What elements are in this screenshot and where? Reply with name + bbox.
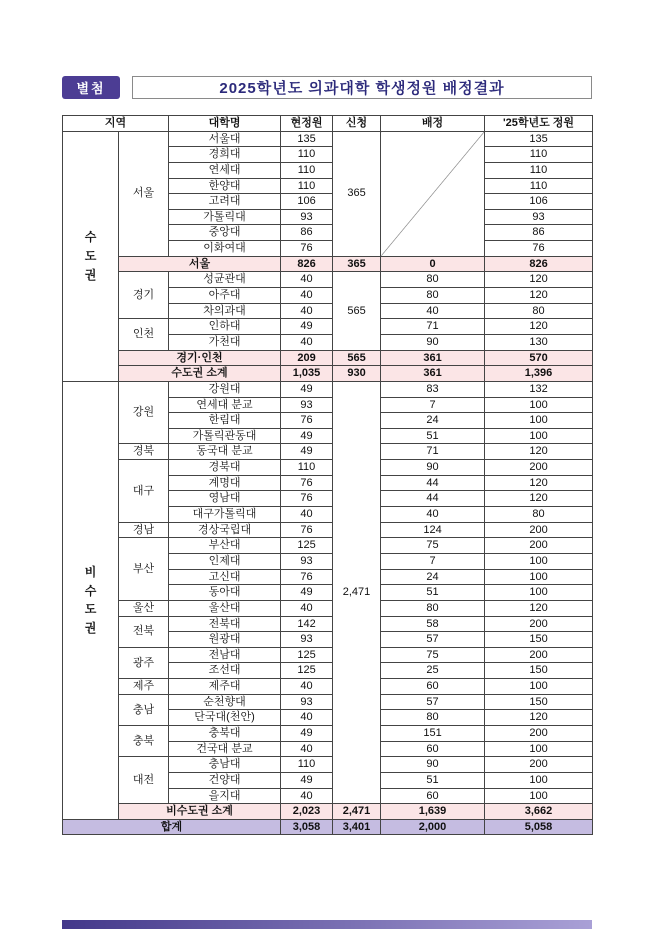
table-cell: 49 [281,725,333,741]
table-cell: 71 [381,319,485,335]
table-cell: 90 [381,334,485,350]
attachment-badge: 별첨 [62,76,120,99]
table-cell: 40 [281,600,333,616]
table-cell: 120 [485,600,593,616]
table-cell: 826 [281,256,333,272]
header-allocated: 배정 [381,116,485,132]
table-cell: 200 [485,460,593,476]
university-cell: 강원대 [169,381,281,397]
table-row [63,757,593,773]
table-row [63,694,593,710]
row-noncapital-subtotal [63,804,593,820]
table-cell: 3,401 [333,819,381,835]
table-cell: 40 [281,507,333,523]
table-cell: 200 [485,725,593,741]
university-cell: 경상국립대 [169,522,281,538]
city-cell: 제주 [119,679,169,695]
title-bar [62,76,592,99]
university-cell: 건양대 [169,772,281,788]
table-cell: 40 [381,303,485,319]
table-cell: 90 [381,757,485,773]
table-cell: 49 [281,428,333,444]
university-cell: 영남대 [169,491,281,507]
table-cell: 58 [381,616,485,632]
university-cell: 서울대 [169,131,281,147]
university-cell: 경북대 [169,460,281,476]
quota-table [62,115,593,835]
table-cell: 100 [485,788,593,804]
table-cell: 209 [281,350,333,366]
header-region: 지역 [63,116,169,132]
university-cell: 중앙대 [169,225,281,241]
table-cell: 100 [485,413,593,429]
table-cell: 57 [381,694,485,710]
table-cell: 76 [281,522,333,538]
table-cell: 110 [281,757,333,773]
table-cell: 125 [281,538,333,554]
table-row [63,616,593,632]
table-cell: 120 [485,475,593,491]
university-cell: 계명대 [169,475,281,491]
table-cell: 110 [485,147,593,163]
table-row [63,522,593,538]
university-cell: 전남대 [169,647,281,663]
city-cell: 대전 [119,757,169,804]
current-quota-cell: 135 [281,131,333,147]
table-cell: 3,058 [281,819,333,835]
table-cell: 200 [485,616,593,632]
table-cell: 75 [381,647,485,663]
table-cell: 100 [485,397,593,413]
table-cell: 125 [281,647,333,663]
subtotal-label: 수도권 소계 [119,366,281,382]
city-cell: 경남 [119,522,169,538]
university-cell: 을지대 [169,788,281,804]
table-cell: 93 [281,694,333,710]
row-grand-total [63,819,593,835]
table-cell: 40 [281,303,333,319]
table-cell: 361 [381,366,485,382]
row-capital-subtotal [63,366,593,382]
city-cell: 경기 [119,272,169,319]
table-cell: 80 [381,272,485,288]
table-cell: 110 [485,178,593,194]
total-label: 합계 [63,819,281,835]
table-cell: 80 [485,507,593,523]
city-cell: 인천 [119,319,169,350]
table-cell: 100 [485,428,593,444]
subtotal-label: 서울 [119,256,281,272]
university-cell: 고신대 [169,569,281,585]
table-cell: 49 [281,381,333,397]
table-cell: 40 [281,679,333,695]
table-row [63,725,593,741]
table-cell: 51 [381,772,485,788]
table-cell: 200 [485,538,593,554]
university-cell: 가톨릭대 [169,209,281,225]
table-cell: 7 [381,397,485,413]
university-cell: 제주대 [169,679,281,695]
city-cell: 광주 [119,647,169,678]
table-cell: 75 [381,538,485,554]
table-cell: 40 [281,272,333,288]
university-cell: 인하대 [169,319,281,335]
row-university [63,131,593,147]
table-row [63,272,593,288]
quota-table-body [63,131,593,835]
university-cell: 한림대 [169,413,281,429]
table-cell: 76 [281,491,333,507]
table-cell: 49 [281,585,333,601]
subtotal-label: 경기·인천 [119,350,281,366]
table-cell: 44 [381,475,485,491]
header-row [63,116,593,132]
footer-decoration-bar [62,920,592,929]
table-cell: 100 [485,772,593,788]
table-cell: 110 [281,178,333,194]
page-title: 2025학년도 의과대학 학생정원 배정결과 [132,76,592,99]
table-cell: 106 [485,194,593,210]
university-cell: 이화여대 [169,241,281,257]
table-cell: 60 [381,788,485,804]
table-cell: 80 [381,288,485,304]
row-seoul-subtotal [63,256,593,272]
table-cell: 100 [485,585,593,601]
table-cell: 565 [333,350,381,366]
table-cell: 110 [281,460,333,476]
table-cell: 110 [281,162,333,178]
table-cell: 100 [485,569,593,585]
university-cell: 가천대 [169,334,281,350]
table-cell: 80 [381,710,485,726]
table-cell: 1,639 [381,804,485,820]
university-cell: 부산대 [169,538,281,554]
university-cell: 전북대 [169,616,281,632]
table-cell: 93 [281,553,333,569]
table-cell: 151 [381,725,485,741]
university-cell: 인제대 [169,553,281,569]
table-cell: 86 [485,225,593,241]
table-cell: 120 [485,288,593,304]
university-cell: 순천향대 [169,694,281,710]
table-row [63,381,593,397]
table-cell: 80 [485,303,593,319]
table-cell: 86 [281,225,333,241]
table-cell: 2,023 [281,804,333,820]
table-cell: 361 [381,350,485,366]
subtotal-label: 비수도권 소계 [119,804,281,820]
applied-cell: 565 [333,272,381,350]
table-cell: 51 [381,428,485,444]
university-cell: 동국대 분교 [169,444,281,460]
university-cell: 연세대 분교 [169,397,281,413]
table-cell: 5,058 [485,819,593,835]
table-cell: 120 [485,272,593,288]
table-cell: 0 [381,256,485,272]
table-cell: 120 [485,491,593,507]
university-cell: 연세대 [169,162,281,178]
city-cell: 경북 [119,444,169,460]
table-cell: 110 [281,147,333,163]
table-cell: 93 [281,632,333,648]
table-cell: 120 [485,319,593,335]
city-cell: 충남 [119,694,169,725]
row-gyeonggi-incheon-subtotal [63,350,593,366]
table-cell: 24 [381,413,485,429]
table-cell: 40 [281,288,333,304]
table-cell: 106 [281,194,333,210]
city-cell: 충북 [119,725,169,756]
university-cell: 가톨릭관동대 [169,428,281,444]
region-capital-cell: 수 도 권 [63,131,119,381]
table-cell: 90 [381,460,485,476]
university-cell: 원광대 [169,632,281,648]
table-cell: 25 [381,663,485,679]
table-cell: 49 [281,319,333,335]
table-cell: 100 [485,553,593,569]
table-cell: 200 [485,647,593,663]
university-cell: 조선대 [169,663,281,679]
table-cell: 93 [281,209,333,225]
table-cell: 130 [485,334,593,350]
university-cell: 차의과대 [169,303,281,319]
header-2025-quota: '25학년도 정원 [485,116,593,132]
table-cell: 40 [281,334,333,350]
table-cell: 365 [333,256,381,272]
table-row [63,319,593,335]
table-cell: 60 [381,741,485,757]
city-cell: 울산 [119,600,169,616]
table-cell: 40 [281,741,333,757]
university-cell: 아주대 [169,288,281,304]
table-cell: 132 [485,381,593,397]
table-cell: 83 [381,381,485,397]
table-cell: 49 [281,444,333,460]
table-cell: 570 [485,350,593,366]
table-cell: 76 [281,413,333,429]
table-cell: 76 [281,569,333,585]
table-cell: 110 [485,162,593,178]
table-cell: 930 [333,366,381,382]
table-cell: 100 [485,741,593,757]
table-cell: 80 [381,600,485,616]
table-row [63,444,593,460]
university-cell: 성균관대 [169,272,281,288]
table-cell: 120 [485,710,593,726]
table-cell: 2,471 [333,804,381,820]
university-cell: 단국대(천안) [169,710,281,726]
university-cell: 고려대 [169,194,281,210]
table-cell: 826 [485,256,593,272]
table-cell: 124 [381,522,485,538]
table-cell: 93 [281,397,333,413]
document-page [62,76,592,835]
university-cell: 충남대 [169,757,281,773]
city-cell: 전북 [119,616,169,647]
table-cell: 200 [485,757,593,773]
table-cell: 24 [381,569,485,585]
applied-cell: 2,471 [333,381,381,803]
table-cell: 49 [281,772,333,788]
table-cell: 40 [381,507,485,523]
final-quota-cell: 135 [485,131,593,147]
table-cell: 51 [381,585,485,601]
table-row [63,600,593,616]
table-cell: 3,662 [485,804,593,820]
city-cell: 대구 [119,460,169,523]
university-cell: 대구가톨릭대 [169,507,281,523]
table-row [63,679,593,695]
university-cell: 한양대 [169,178,281,194]
table-row [63,647,593,663]
table-cell: 100 [485,679,593,695]
university-cell: 경희대 [169,147,281,163]
table-cell: 2,000 [381,819,485,835]
header-university: 대학명 [169,116,281,132]
table-cell: 76 [485,241,593,257]
table-cell: 44 [381,491,485,507]
city-cell: 서울 [119,131,169,256]
allocated-empty-diagonal-cell [381,131,485,256]
table-cell: 40 [281,788,333,804]
table-cell: 120 [485,444,593,460]
table-cell: 142 [281,616,333,632]
table-cell: 40 [281,710,333,726]
table-cell: 200 [485,522,593,538]
university-cell: 동아대 [169,585,281,601]
city-cell: 강원 [119,381,169,444]
university-cell: 건국대 분교 [169,741,281,757]
table-cell: 125 [281,663,333,679]
region-noncapital-cell: 비 수 도 권 [63,381,119,819]
table-cell: 93 [485,209,593,225]
table-cell: 150 [485,694,593,710]
table-cell: 57 [381,632,485,648]
table-cell: 71 [381,444,485,460]
university-cell: 충북대 [169,725,281,741]
table-cell: 1,035 [281,366,333,382]
table-cell: 76 [281,241,333,257]
table-row [63,538,593,554]
table-row [63,460,593,476]
table-cell: 60 [381,679,485,695]
header-applied: 신청 [333,116,381,132]
table-cell: 150 [485,632,593,648]
header-current-quota: 현정원 [281,116,333,132]
university-cell: 울산대 [169,600,281,616]
city-cell: 부산 [119,538,169,601]
table-cell: 7 [381,553,485,569]
table-cell: 1,396 [485,366,593,382]
table-cell: 76 [281,475,333,491]
applied-cell: 365 [333,131,381,256]
table-cell: 150 [485,663,593,679]
